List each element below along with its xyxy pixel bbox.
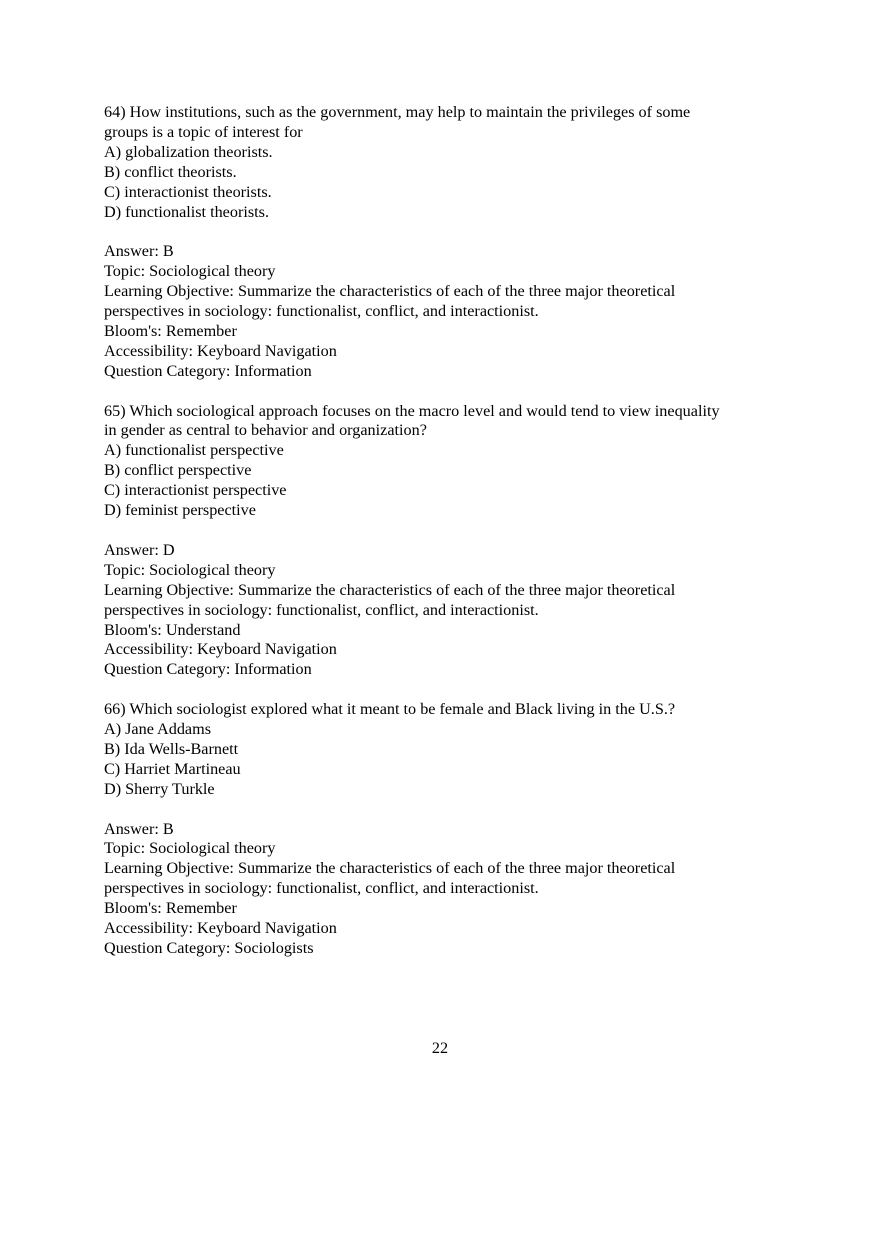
question-65-metadata <box>104 541 784 680</box>
question-64 <box>104 103 784 222</box>
accessibility-note: Accessibility: Keyboard Navigation <box>104 341 337 360</box>
question-65 <box>104 402 784 521</box>
answer-option-c: C) interactionist theorists. <box>104 182 272 201</box>
accessibility-note: Accessibility: Keyboard Navigation <box>104 919 337 938</box>
topic-label: Topic: Sociological theory <box>104 262 276 281</box>
topic-label: Topic: Sociological theory <box>104 560 276 579</box>
answer-option-c: C) interactionist perspective <box>104 481 287 500</box>
topic-label: Topic: Sociological theory <box>104 839 276 858</box>
answer-option-a: A) globalization theorists. <box>104 142 273 161</box>
answer-key: Answer: D <box>104 540 175 559</box>
blooms-level: Bloom's: Understand <box>104 620 241 639</box>
accessibility-note: Accessibility: Keyboard Navigation <box>104 640 337 659</box>
answer-option-a: A) Jane Addams <box>104 720 211 739</box>
answer-option-d: D) functionalist theorists. <box>104 202 269 221</box>
blooms-level: Bloom's: Remember <box>104 321 237 340</box>
answer-key: Answer: B <box>104 242 174 261</box>
answer-option-d: D) Sherry Turkle <box>104 779 215 798</box>
answer-option-b: B) Ida Wells-Barnett <box>104 739 239 758</box>
answer-option-d: D) feminist perspective <box>104 501 256 520</box>
question-category: Question Category: Sociologists <box>104 938 314 957</box>
answer-option-a: A) functionalist perspective <box>104 441 284 460</box>
blooms-level: Bloom's: Remember <box>104 899 237 918</box>
question-stem-line: in gender as central to behavior and organization? <box>104 421 427 440</box>
learning-objective-line: perspectives in sociology: functionalist, conflict, and interactionist. <box>104 302 539 321</box>
question-stem-line: 64) How institutions, such as the government, may help to maintain the privileges of some <box>104 103 691 121</box>
question-stem-line: 65) Which sociological approach focuses on the macro level and would tend to view inequality <box>104 401 720 420</box>
question-stem-line: 66) Which sociologist explored what it meant to be female and Black living in the U.S.? <box>104 700 676 719</box>
question-66-metadata <box>104 820 784 959</box>
learning-objective-line: Learning Objective: Summarize the characteristics of each of the three major theoretical <box>104 580 676 599</box>
learning-objective-line: Learning Objective: Summarize the characteristics of each of the three major theoretical <box>104 282 676 301</box>
answer-option-b: B) conflict perspective <box>104 461 252 480</box>
page-number: 22 <box>431 1039 449 1057</box>
learning-objective-line: Learning Objective: Summarize the characteristics of each of the three major theoretical <box>104 859 676 878</box>
question-64-metadata <box>104 242 784 381</box>
question-stem-line: groups is a topic of interest for <box>104 122 303 141</box>
question-category: Question Category: Information <box>104 361 312 380</box>
learning-objective-line: perspectives in sociology: functionalist, conflict, and interactionist. <box>104 600 539 619</box>
answer-option-c: C) Harriet Martineau <box>104 759 241 778</box>
page-content <box>104 103 784 979</box>
answer-key: Answer: B <box>104 819 174 838</box>
question-category: Question Category: Information <box>104 660 312 679</box>
learning-objective-line: perspectives in sociology: functionalist, conflict, and interactionist. <box>104 879 539 898</box>
question-66 <box>104 700 784 800</box>
answer-option-b: B) conflict theorists. <box>104 162 237 181</box>
